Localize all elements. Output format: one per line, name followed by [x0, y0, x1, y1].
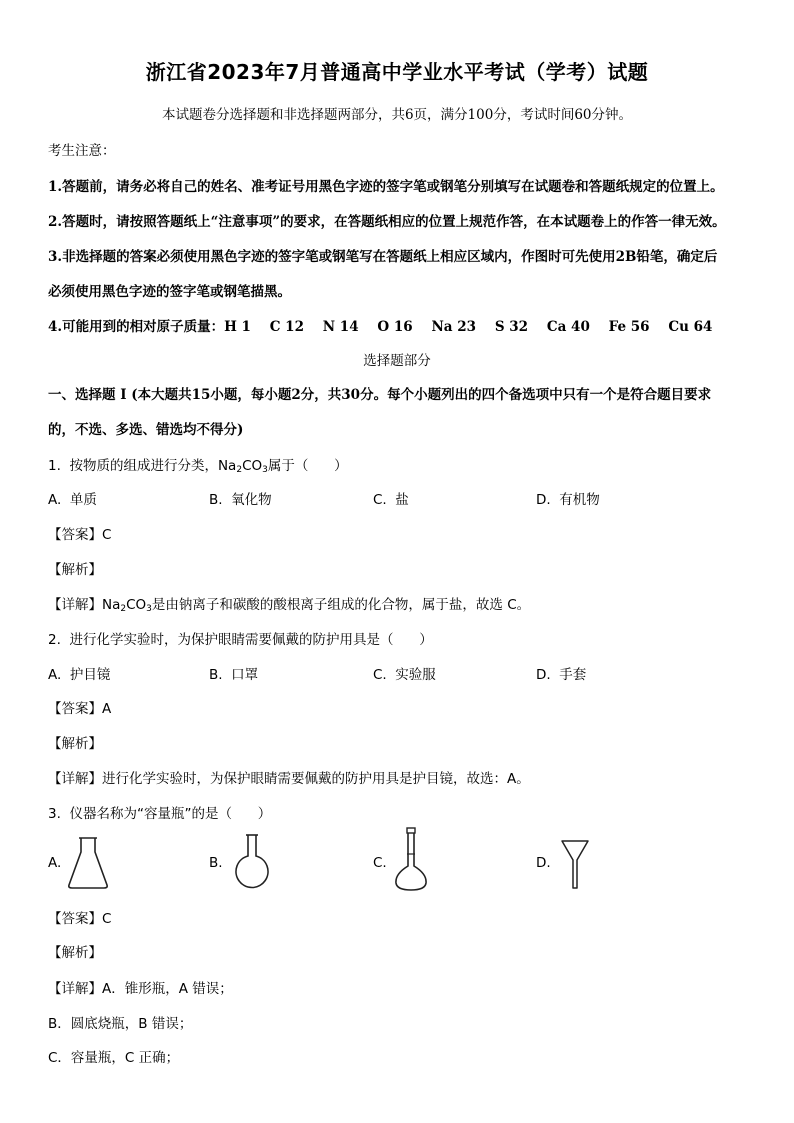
q1-option-a: A. 单质 — [48, 492, 97, 508]
q3-detail-c: C．容量瓶，C 正确； — [48, 1050, 180, 1066]
q3-detail-a: 【详解】A．锥形瓶，A 错误； — [48, 981, 233, 997]
notice-2: 2.答题时，请按照答题纸上“注意事项”的要求，在答题纸相应的位置上规范作答，在本试题卷上的作答一律无效。 — [48, 214, 726, 230]
q2-stem: 2. 进行化学实验时，为保护眼睛需要佩戴的防护用具是（ ） — [48, 632, 433, 648]
q3-option-a-label: A. — [48, 855, 62, 871]
page-title: 浙江省2023年7月普通高中学业水平考试（学考）试题 — [145, 60, 649, 84]
q2-option-a: A. 护目镜 — [48, 667, 111, 683]
q3-option-d-label: D. — [536, 855, 551, 871]
notice-1: 1.答题前，请务必将自己的姓名、准考证号用黑色字迹的签字笔或钢笔分别填写在试题卷和答题纸规定的位置上。 — [48, 179, 724, 195]
q2-detail: 【详解】进行化学实验时，为保护眼睛需要佩戴的防护用具是护目镜，故选：A。 — [48, 771, 530, 787]
q3-option-c-label: C. — [373, 855, 387, 871]
q3-stem: 3. 仪器名称为“容量瓶”的是（ ） — [48, 806, 272, 822]
q3-option-b-label: B. — [209, 855, 223, 871]
q1-stem: 1. 按物质的组成进行分类，$Na_2CO_3$属于（ ） — [48, 458, 348, 475]
q2-option-d: D. 手套 — [536, 667, 587, 683]
funnel-icon — [560, 838, 590, 892]
round-bottom-flask-icon — [231, 832, 273, 892]
notice-heading: 考生注意： — [48, 143, 116, 159]
part1-instructions-cont: 的，不选、多选、错选均不得分) — [48, 422, 244, 438]
q1-detail: 【详解】$Na_2CO_3$是由钠离子和碳酸的酸根离子组成的化合物，属于盐，故选 C。 — [48, 597, 531, 614]
exam-intro: 本试题卷分选择题和非选择题两部分，共6页，满分100分，考试时间60分钟。 — [161, 107, 633, 123]
q1-option-c: C. 盐 — [373, 492, 409, 508]
notice-3-cont: 必须使用黑色字迹的签字笔或钢笔描黑。 — [48, 284, 291, 300]
notice-4-atomic-masses: 4.可能用到的相对原子质量：H 1 C 12 N 14 O 16 Na 23 S 32 Ca 40 Fe 56 Cu 64 — [48, 319, 713, 335]
q1-answer: 【答案】C — [48, 527, 112, 543]
q1-option-b: B. 氧化物 — [209, 492, 272, 508]
notice-3: 3.非选择题的答案必须使用黑色字迹的签字笔或钢笔写在答题纸上相应区域内，作图时可先使用2B铅笔，确定后 — [48, 249, 718, 265]
section-title: 选择题部分 — [363, 353, 431, 369]
volumetric-flask-icon — [391, 826, 431, 894]
q2-answer: 【答案】A — [48, 701, 112, 717]
q2-option-b: B. 口罩 — [209, 667, 259, 683]
q3-answer: 【答案】C — [48, 911, 112, 927]
conical-flask-icon — [66, 835, 110, 891]
part1-instructions: 一、选择题 I (本大题共15小题，每小题2分，共30分。每个小题列出的四个备选项中只有一个是符合题目要求 — [48, 387, 712, 403]
q3-detail-b: B．圆底烧瓶，B 错误； — [48, 1016, 193, 1032]
q2-analysis-heading: 【解析】 — [48, 736, 102, 752]
q2-option-c: C. 实验服 — [373, 667, 436, 683]
q1-option-d: D. 有机物 — [536, 492, 600, 508]
q3-analysis-heading: 【解析】 — [48, 945, 102, 961]
q1-analysis-heading: 【解析】 — [48, 562, 102, 578]
